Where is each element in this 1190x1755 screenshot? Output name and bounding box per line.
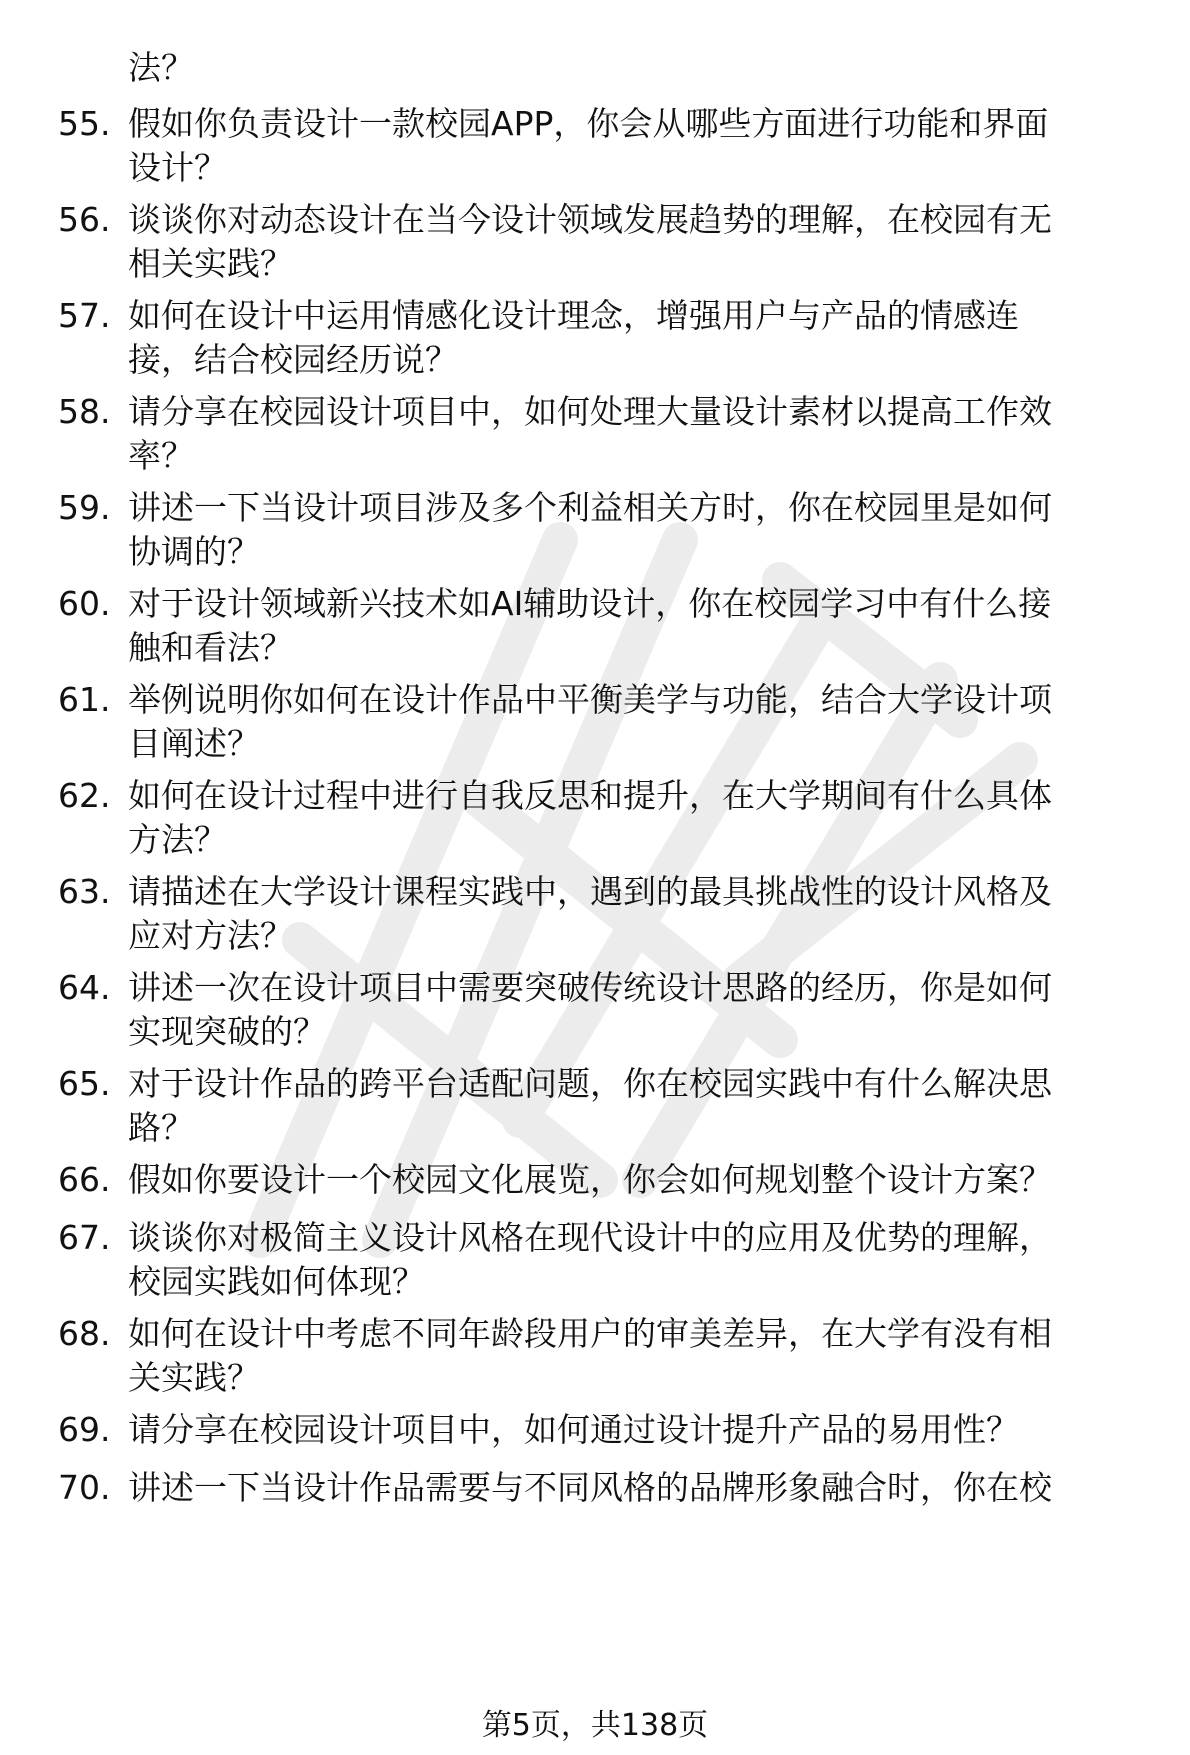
item-text: 讲述一下当设计项目涉及多个利益相关方时，你在校园里是如何 协调的？ <box>128 488 1052 571</box>
list-item <box>58 1466 1148 1510</box>
item-number: 66. <box>58 1160 111 1199</box>
list-item <box>58 1216 1148 1304</box>
item-number: 68. <box>58 1314 111 1353</box>
item-text: 谈谈你对极简主义设计风格在现代设计中的应用及优势的理解， 校园实践如何体现？ <box>128 1218 1052 1301</box>
list-item <box>58 1312 1148 1400</box>
item-number: 65. <box>58 1064 111 1103</box>
list-item <box>58 294 1148 382</box>
list-item <box>58 1408 1148 1452</box>
list-item <box>58 966 1148 1054</box>
item-number: 59. <box>58 488 111 527</box>
item-text: 请分享在校园设计项目中，如何通过设计提升产品的易用性？ <box>128 1410 1019 1449</box>
item-number: 63. <box>58 872 111 911</box>
item-text: 如何在设计中运用情感化设计理念，增强用户与产品的情感连 接，结合校园经历说？ <box>128 296 1019 379</box>
item-number: 64. <box>58 968 111 1007</box>
item-number: 62. <box>58 776 111 815</box>
item-text: 假如你负责设计一款校园APP，你会从哪些方面进行功能和界面 设计？ <box>128 104 1049 187</box>
item-number: 56. <box>58 200 111 239</box>
item-text: 请分享在校园设计项目中，如何处理大量设计素材以提高工作效 率？ <box>128 392 1052 475</box>
list-item <box>58 774 1148 862</box>
page-footer: 第5页，共138页 <box>481 1708 709 1743</box>
item-text: 对于设计领域新兴技术如AI辅助设计，你在校园学习中有什么接 触和看法？ <box>128 584 1052 667</box>
item-text: 举例说明你如何在设计作品中平衡美学与功能，结合大学设计项 目阐述？ <box>128 680 1052 763</box>
item-number: 61. <box>58 680 111 719</box>
item-text: 讲述一次在设计项目中需要突破传统设计思路的经历，你是如何 实现突破的？ <box>128 968 1052 1051</box>
item-text: 假如你要设计一个校园文化展览，你会如何规划整个设计方案？ <box>128 1160 1052 1199</box>
item-number: 60. <box>58 584 111 623</box>
item-number: 70. <box>58 1468 111 1507</box>
list-item <box>58 582 1148 670</box>
item-text: 如何在设计中考虑不同年龄段用户的审美差异，在大学有没有相 关实践？ <box>128 1314 1052 1397</box>
item-text: 讲述一下当设计作品需要与不同风格的品牌形象融合时，你在校 <box>128 1468 1052 1507</box>
list-item <box>58 1158 1148 1202</box>
item-number: 55. <box>58 104 111 143</box>
item-text: 如何在设计过程中进行自我反思和提升，在大学期间有什么具体 方法？ <box>128 776 1052 859</box>
item-number: 69. <box>58 1410 111 1449</box>
continuation-text: 法？ <box>128 48 194 87</box>
item-number: 58. <box>58 392 111 431</box>
item-text: 对于设计作品的跨平台适配问题，你在校园实践中有什么解决思 路？ <box>128 1064 1052 1147</box>
list-item <box>58 102 1148 190</box>
list-item <box>58 678 1148 766</box>
list-item <box>58 1062 1148 1150</box>
list-item <box>58 870 1148 958</box>
item-number: 67. <box>58 1218 111 1257</box>
item-text: 谈谈你对动态设计在当今设计领域发展趋势的理解，在校园有无 相关实践？ <box>128 200 1052 283</box>
list-item <box>58 486 1148 574</box>
list-item <box>58 390 1148 478</box>
item-text: 请描述在大学设计课程实践中，遇到的最具挑战性的设计风格及 应对方法？ <box>128 872 1052 955</box>
item-number: 57. <box>58 296 111 335</box>
list-item <box>58 198 1148 286</box>
